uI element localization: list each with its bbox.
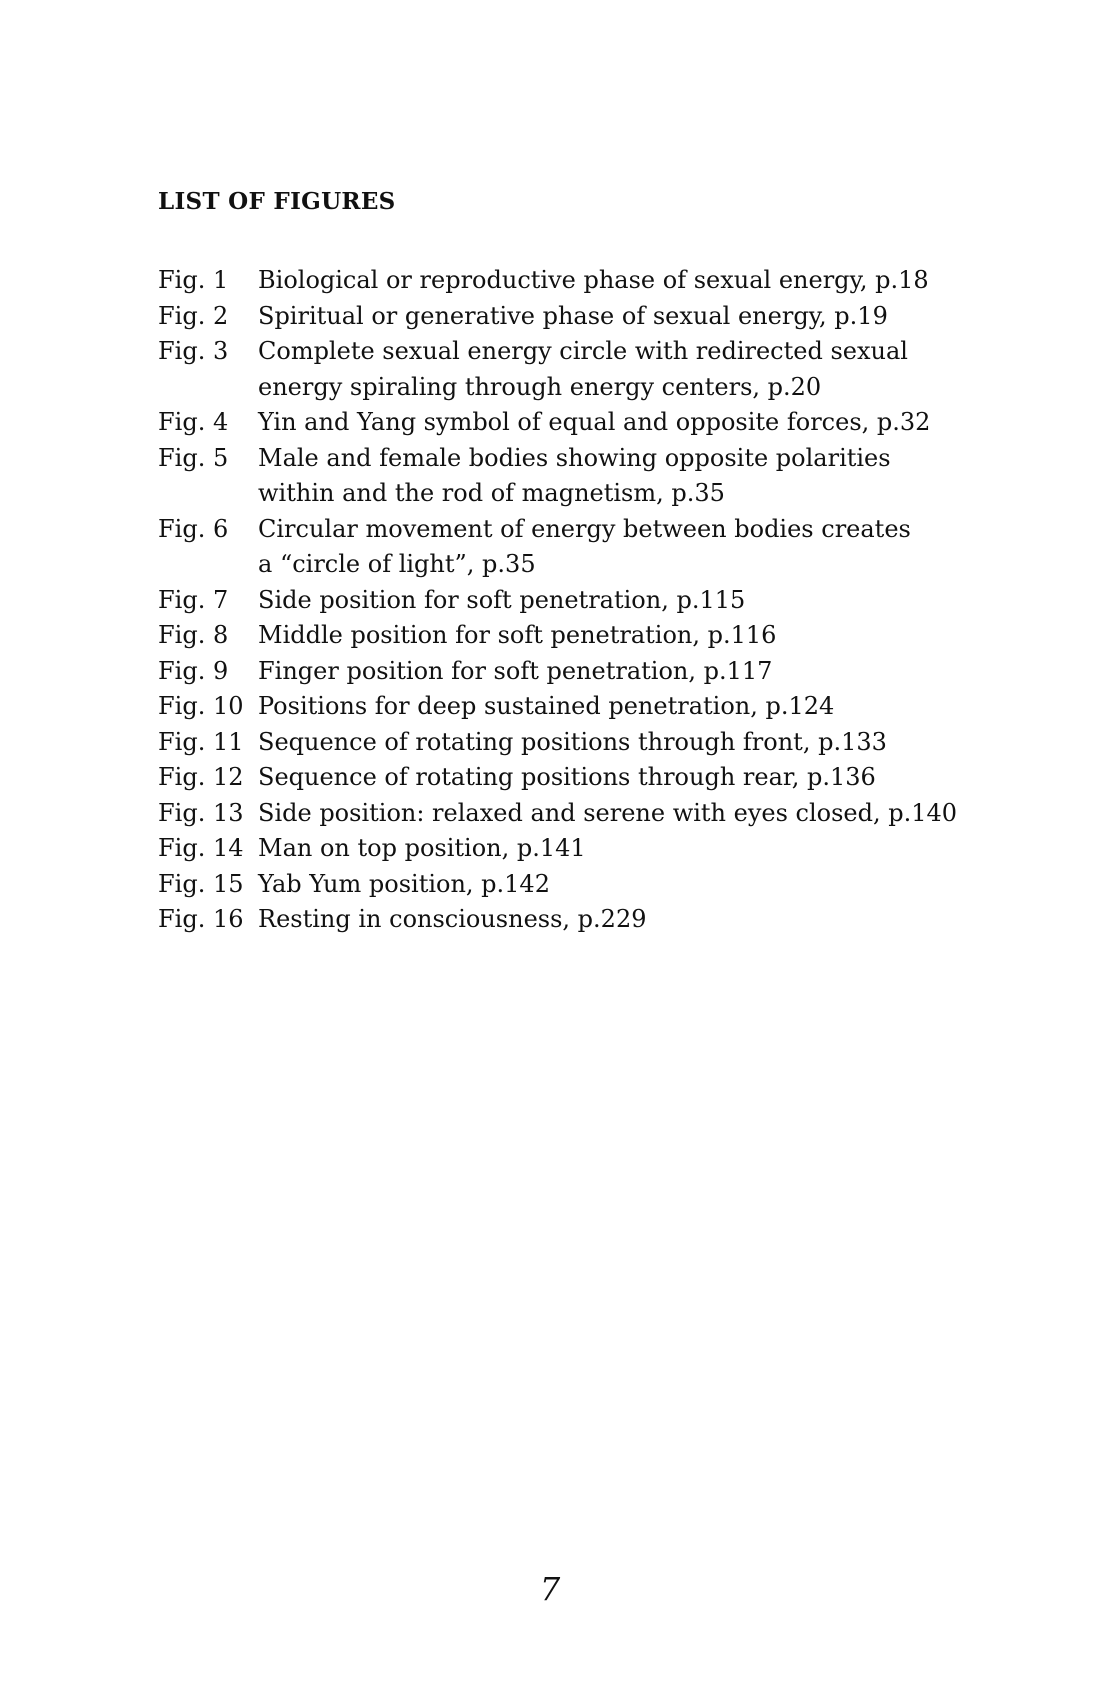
figure-caption: [258, 299, 958, 335]
figure-caption: [258, 583, 958, 619]
figure-entry: [158, 583, 958, 619]
figure-caption-line: Yin and Yang symbol of equal and opposite forces, p.32: [258, 408, 931, 436]
figure-caption-line: Resting in consciousness, p.229: [258, 905, 647, 933]
figure-caption: [258, 263, 958, 299]
figure-entry: [158, 512, 958, 583]
figure-entry: [158, 760, 958, 796]
figure-caption-line: within and the rod of magnetism, p.35: [258, 479, 725, 507]
figure-number: Fig. 16: [158, 905, 244, 933]
figure-number: Fig. 4: [158, 408, 229, 436]
figure-caption-line: Finger position for soft penetration, p.117: [258, 656, 773, 685]
figure-caption-line: Middle position for soft penetration, p.116: [258, 621, 777, 649]
figure-number: Fig. 6: [158, 514, 229, 543]
figure-number: Fig. 11: [158, 727, 244, 756]
figure-number: Fig. 12: [158, 763, 244, 791]
figure-caption: [258, 405, 958, 441]
figure-entry: [158, 441, 958, 512]
figure-caption: [258, 618, 958, 654]
figure-caption: [258, 441, 958, 512]
figure-entry: [158, 299, 958, 335]
figure-caption: [258, 689, 958, 725]
figure-caption: [258, 725, 958, 761]
figure-caption-line: Circular movement of energy between bodies creates: [258, 514, 911, 543]
figure-number: Fig. 8: [158, 621, 229, 649]
figure-caption-line: Side position: relaxed and serene with eyes closed, p.140: [258, 798, 958, 827]
figure-entry: [158, 405, 958, 441]
figure-caption: [258, 796, 958, 832]
figure-caption: [258, 512, 958, 583]
figure-caption-line: Yab Yum position, p.142: [258, 869, 550, 898]
figure-entry: [158, 654, 958, 690]
figure-caption: [258, 831, 958, 867]
figure-caption-line: Positions for deep sustained penetration, p.124: [258, 692, 835, 720]
figure-number: Fig. 5: [158, 443, 229, 472]
figure-number: Fig. 9: [158, 656, 229, 685]
figure-list: [158, 263, 958, 938]
figure-caption-line: energy spiraling through energy centers, p.20: [258, 372, 822, 401]
page-title: LIST OF FIGURES: [158, 188, 396, 215]
figure-number: Fig. 1: [158, 266, 229, 294]
figure-number: Fig. 10: [158, 692, 244, 720]
figure-caption-line: Side position for soft penetration, p.115: [258, 585, 746, 614]
figure-entry: [158, 725, 958, 761]
figure-caption-line: a “circle of light”, p.35: [258, 550, 536, 578]
figure-entry: [158, 796, 958, 832]
figure-number: Fig. 14: [158, 834, 244, 862]
figure-number: Fig. 2: [158, 301, 229, 330]
figure-number: Fig. 15: [158, 869, 244, 898]
figure-caption: [258, 654, 958, 690]
figure-caption: [258, 867, 958, 903]
figure-caption-line: Man on top position, p.141: [258, 834, 586, 862]
figure-entry: [158, 689, 958, 725]
figure-caption: [258, 334, 958, 405]
figure-caption-line: Sequence of rotating positions through rear, p.136: [258, 763, 876, 791]
figure-caption-line: Male and female bodies showing opposite polarities: [258, 443, 891, 472]
figure-entry: [158, 831, 958, 867]
figure-caption-line: Complete sexual energy circle with redirected sexual: [258, 337, 908, 365]
figure-entry: [158, 334, 958, 405]
figure-entry: [158, 618, 958, 654]
figure-entry: [158, 263, 958, 299]
figure-caption-line: Spiritual or generative phase of sexual energy, p.19: [258, 301, 888, 330]
figure-number: Fig. 7: [158, 585, 229, 614]
figure-caption: [258, 760, 958, 796]
figure-entry: [158, 902, 958, 938]
page-number: 7: [539, 1570, 561, 1608]
figure-caption: [258, 902, 958, 938]
figure-number: Fig. 13: [158, 798, 244, 827]
figure-caption-line: Sequence of rotating positions through front, p.133: [258, 727, 887, 756]
figure-number: Fig. 3: [158, 337, 229, 365]
figure-caption-line: Biological or reproductive phase of sexual energy, p.18: [258, 266, 929, 294]
figure-entry: [158, 867, 958, 903]
